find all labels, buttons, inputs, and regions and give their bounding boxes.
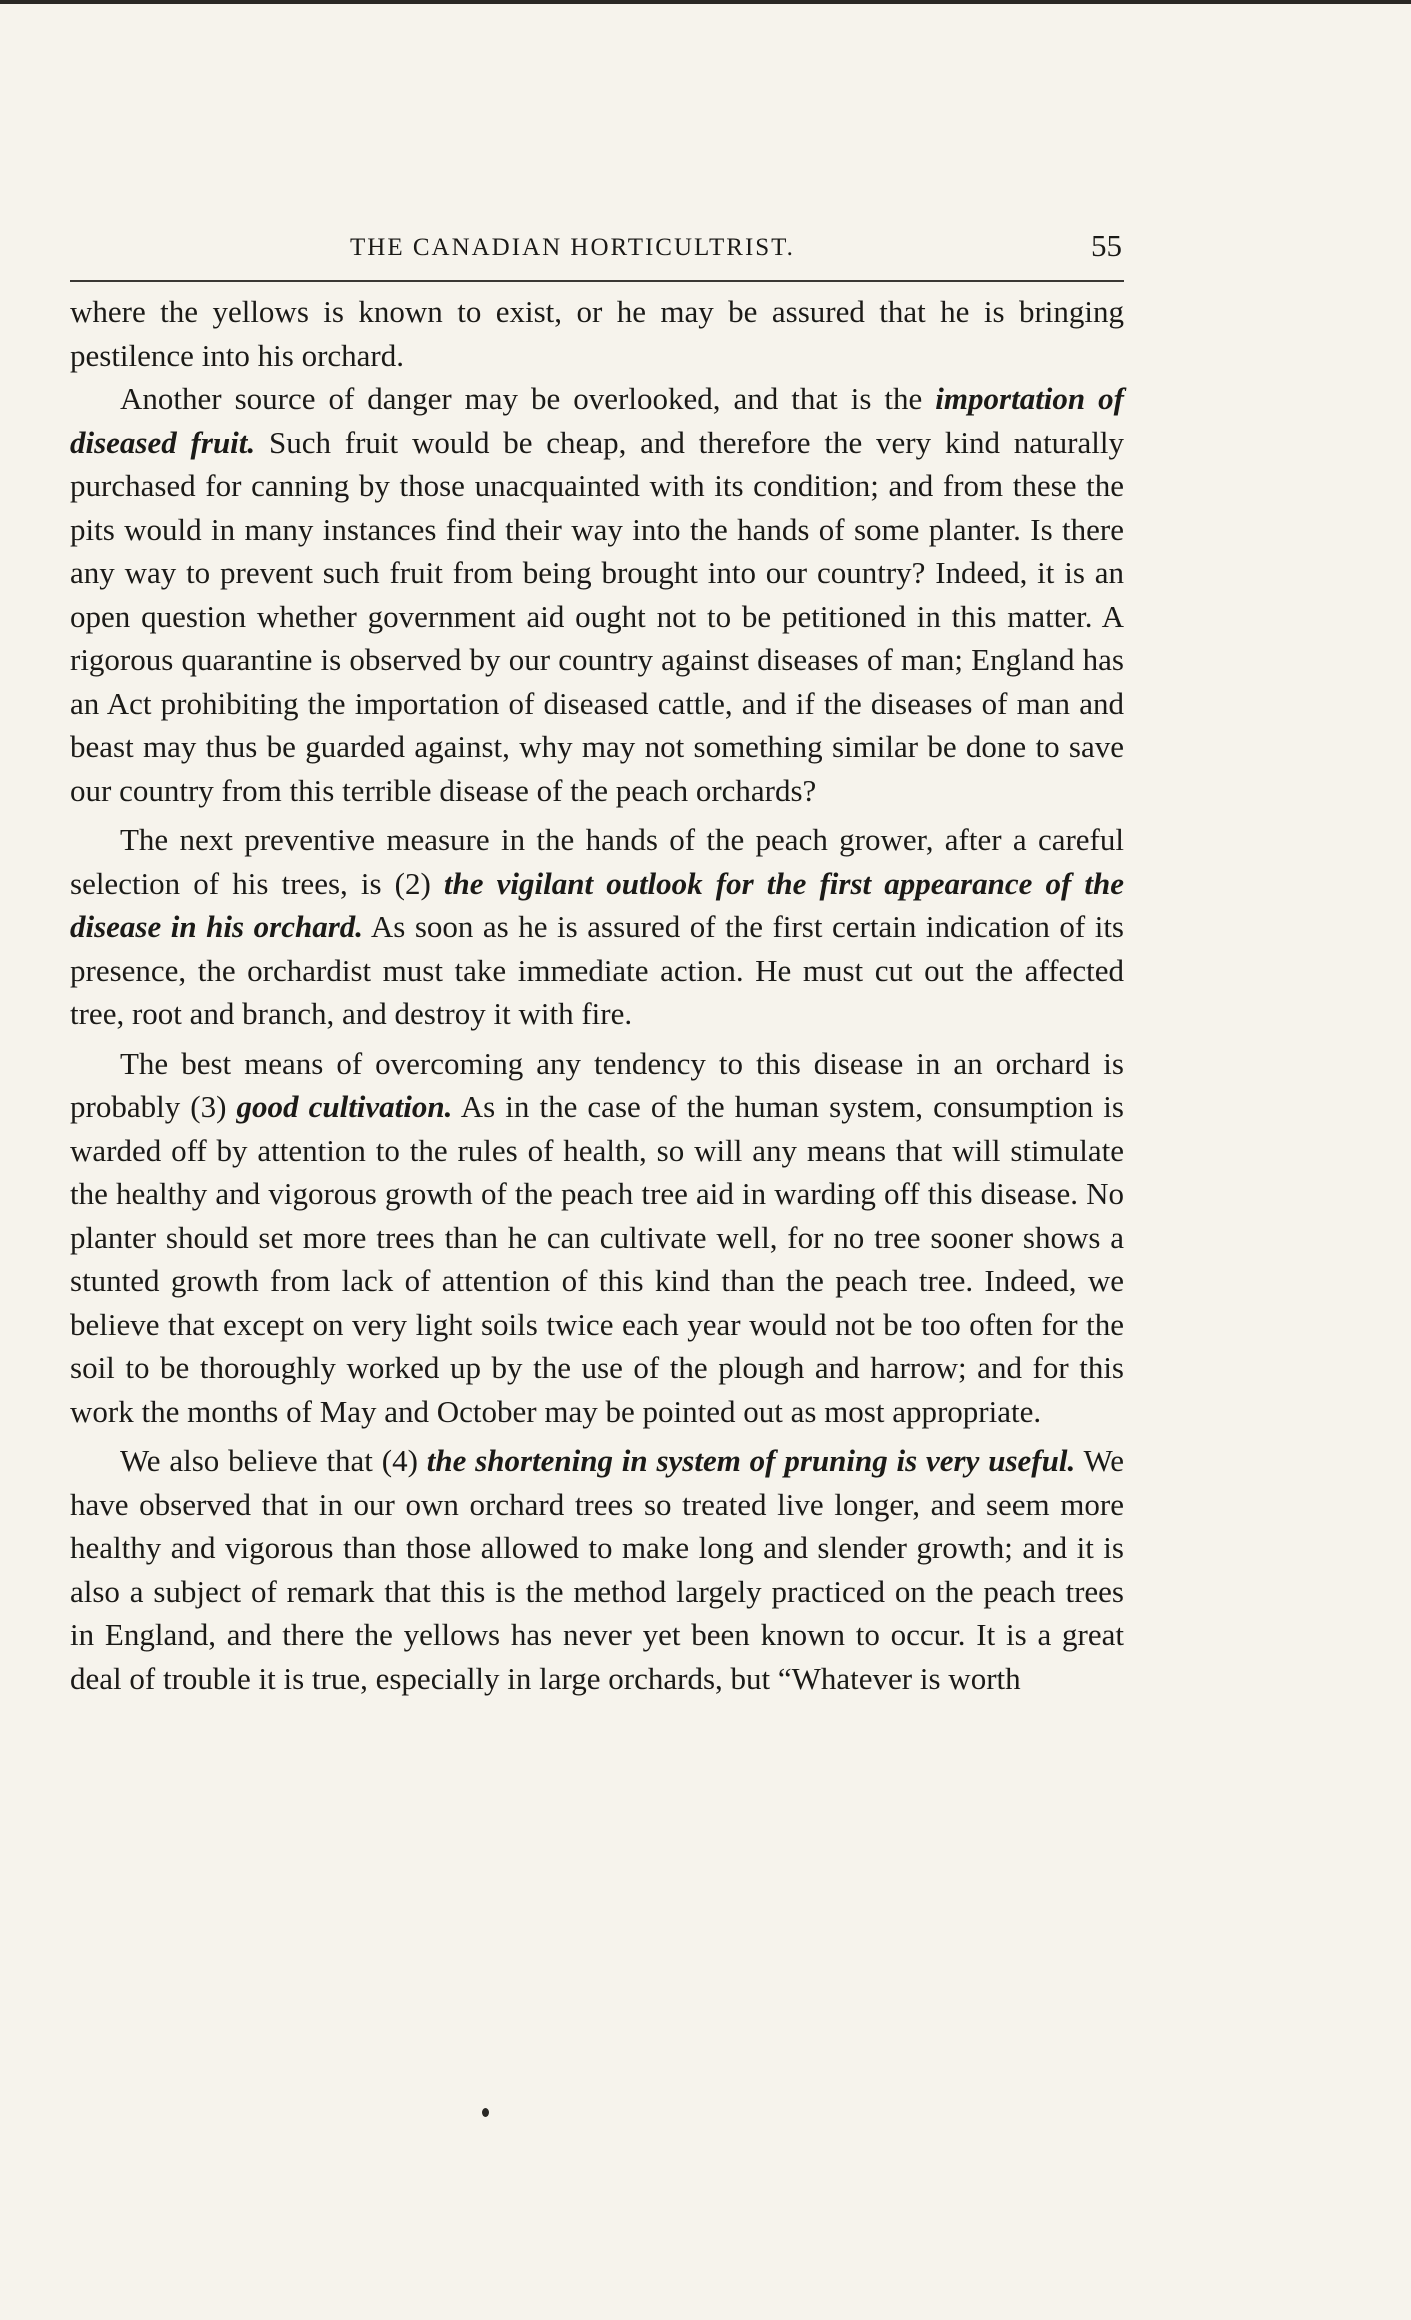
page-number: 55 <box>1091 228 1122 263</box>
body-text: The next preventive measure in the hands of the peach grower, after a careful selection of his trees, is (2) <box>70 822 1124 901</box>
paragraph <box>70 1439 1124 1700</box>
body-text: Another source of danger may be overlooked, and that is the <box>120 381 936 416</box>
emphasis-text: the vigilant outlook for the first appearance of the disease in his orchard. <box>70 865 1124 944</box>
page-header <box>70 228 1122 272</box>
emphasis-text: importation of diseased fruit. <box>70 381 1124 460</box>
stray-ink-dot <box>482 2108 489 2117</box>
body-text: We have observed that in our own orchard trees so treated live longer, and seem more healthy and vigorous than those allowed to make long and slender growth; and it is also a subject of remark that this is the method largely practiced on the peach trees in England, and there the yellows has never yet been known to occur. It is a great deal of trouble it is true, especially in large orchards, but “Whatever is worth <box>70 1443 1125 1696</box>
paragraph <box>70 290 1124 377</box>
paragraph <box>70 377 1124 812</box>
emphasis-text: the shortening in system of pruning is very useful. <box>426 1443 1076 1478</box>
body-text: The best means of overcoming any tendency to this disease in an orchard is probably (3) <box>70 1045 1124 1124</box>
emphasis-text: good cultivation. <box>236 1089 453 1124</box>
page-body <box>70 290 1124 1700</box>
body-text: Such fruit would be cheap, and therefore the very kind naturally purchased for canning by those unacquainted with its condition; and from these the pits would in many instances find their way into the hands of some planter. Is there any way to prevent such fruit from being brought into our country? Indeed, it is an open question whether government aid ought not to be petitioned in this matter. A rigorous quarantine is observed by our country against diseases of man; England has an Act prohibiting the importation of diseased cattle, and if the diseases of man and beast may thus be guarded against, why may not something similar be done to save our country from this terrible disease of the peach orchards? <box>70 424 1124 808</box>
paragraph <box>70 818 1124 1036</box>
top-edge-rule <box>0 0 1411 4</box>
body-text: As soon as he is assured of the first certain indication of its presence, the orchardist must take immediate action. He must cut out the affected tree, root and branch, and destroy it with fire. <box>70 909 1124 1031</box>
header-rule <box>70 280 1124 282</box>
body-text: where the yellows is known to exist, or he may be assured that he is bringing pestilence into his orchard. <box>70 294 1124 373</box>
body-text: We also believe that (4) <box>120 1443 427 1478</box>
paragraph <box>70 1042 1124 1434</box>
body-text: As in the case of the human system, consumption is warded off by attention to the rules of health, so will any means that will stimulate the healthy and vigorous growth of the peach tree aid in warding off this disease. No planter should set more trees than he can cultivate well, for no tree sooner shows a stunted growth from lack of attention of this kind than the peach tree. Indeed, we believe that except on very light soils twice each year would not be too often for the soil to be thoroughly worked up by the use of the plough and harrow; and for this work the months of May and October may be pointed out as most appropriate. <box>70 1089 1124 1429</box>
running-title: THE CANADIAN HORTICULTRIST. <box>350 234 795 261</box>
